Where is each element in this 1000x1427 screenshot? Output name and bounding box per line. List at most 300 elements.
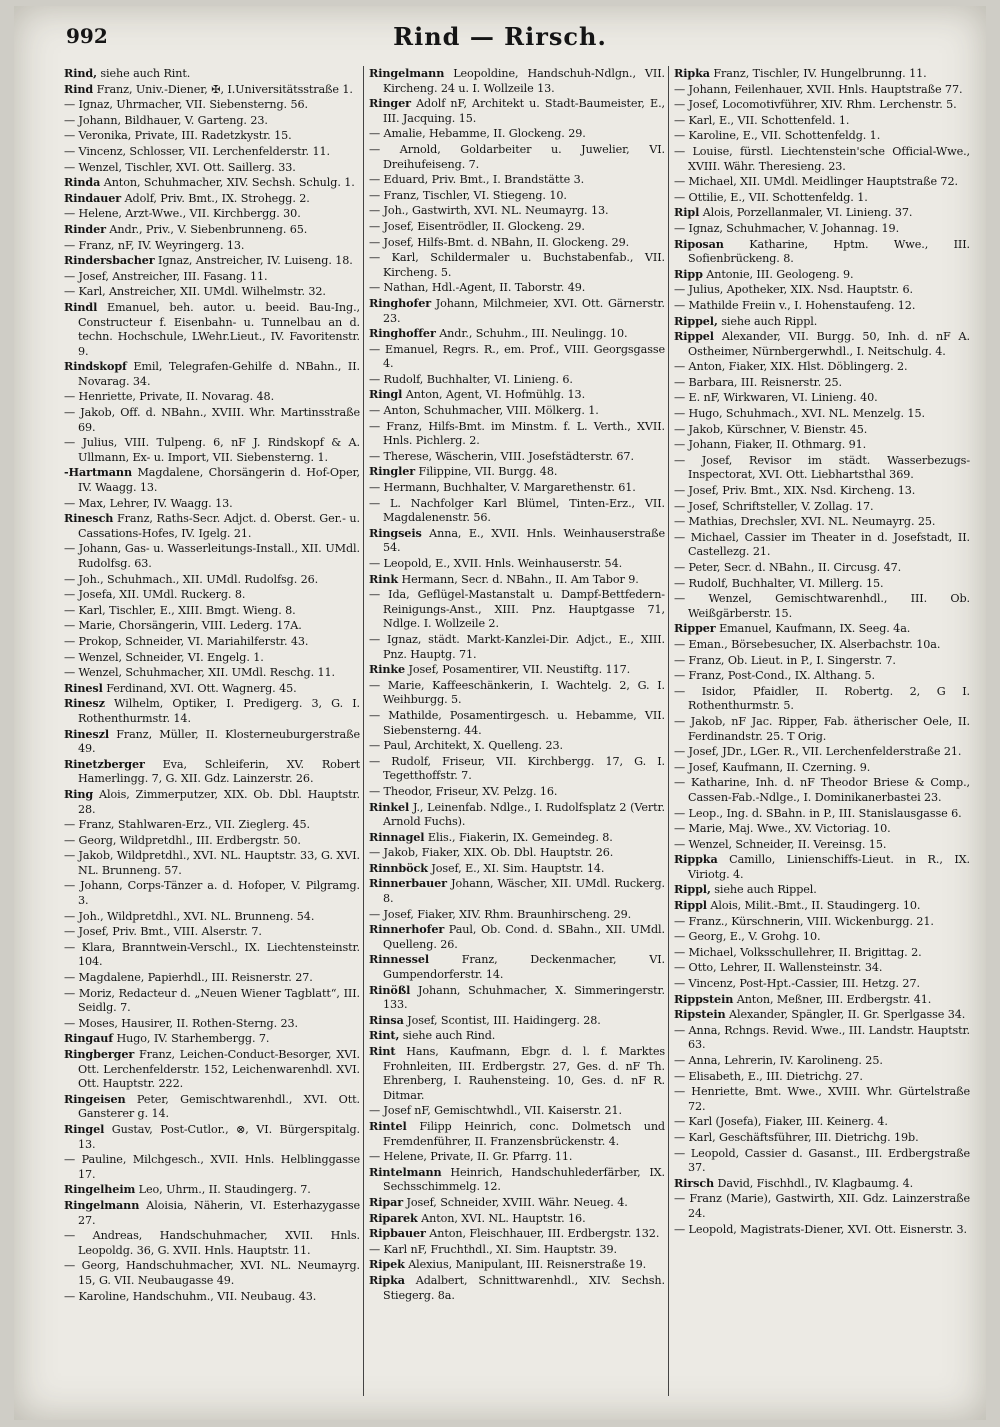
directory-entry — [64, 1152, 360, 1182]
directory-entry — [674, 882, 970, 898]
directory-entry — [674, 806, 970, 822]
entry-headword: Rinößl — [369, 982, 411, 997]
entry-text: — Josef nF, Gemischtwhdl., VII. Kaiserstr. 21. — [369, 1104, 623, 1118]
directory-entry — [369, 587, 665, 632]
entry-text: Camillo, Linienschiffs-Lieut. in R., IX. Viriotg. 4. — [688, 853, 970, 881]
directory-entry — [64, 113, 360, 129]
entry-text: Magdalene, Chorsängerin d. Hof-Oper, IV. Waagg. 13. — [78, 466, 360, 495]
entry-text: — Peter, Secr. d. NBahn., II. Circusg. 47. — [674, 561, 902, 574]
entry-text: — Georg, E., V. Grohg. 10. — [674, 930, 821, 944]
directory-entry — [369, 1242, 665, 1258]
entry-text: — Helene, Arzt-Wwe., VII. Kirchbergg. 30. — [64, 207, 301, 221]
entry-headword: -Hartmann — [64, 465, 132, 480]
directory-entry — [369, 449, 665, 465]
entry-headword: Ringelheim — [64, 1182, 136, 1197]
entry-text: Adalbert, Schnittwarenhdl., XIV. Sechsh. Stiegerg. 8a. — [383, 1273, 665, 1302]
directory-entry — [674, 1191, 970, 1221]
entry-headword: Rinnböck — [369, 860, 428, 875]
entry-text: — Prokop, Schneider, VI. Mariahilferstr. 43. — [64, 634, 309, 648]
directory-entry — [64, 1031, 360, 1047]
entry-text: — Franz (Marie), Gastwirth, XII. Gdz. Lainzerstraße 24. — [674, 1192, 970, 1220]
directory-entry — [674, 267, 970, 283]
entry-text: — Leopold, Cassier d. Gasanst., III. Erdbergstraße 37. — [674, 1146, 970, 1175]
entry-text: Antonie, III. Geologeng. 9. — [702, 267, 854, 281]
entry-text: — Josef, JDr., LGer. R., VII. Lerchenfelderstraße 21. — [674, 745, 962, 759]
entry-text: Josef, Schneider, XVIII. Währ. Neueg. 4. — [403, 1195, 628, 1209]
column-3 — [674, 66, 970, 1237]
directory-entry — [674, 576, 970, 592]
entry-text: Alois, Milit.-Bmt., II. Staudingerg. 10. — [706, 899, 921, 913]
directory-entry — [674, 992, 970, 1008]
directory-entry — [369, 556, 665, 572]
entry-text: — Josef, Eisentrödler, II. Glockeng. 29. — [369, 219, 585, 233]
entry-headword: Ripbauer — [369, 1226, 426, 1241]
directory-entry — [674, 97, 970, 113]
directory-entry — [674, 1130, 970, 1146]
entry-text: — Leopold, Magistrats-Diener, XVI. Ott. Eisnerstr. 3. — [674, 1222, 967, 1236]
entry-headword: Rink — [369, 571, 399, 586]
directory-entry — [674, 514, 970, 530]
directory-entry — [369, 419, 665, 449]
entry-text: — Ignaz, Schuhmacher, V. Johannag. 19. — [674, 221, 900, 235]
entry-text: Anton, Schuhmacher, XIV. Sechsh. Schulg. 1. — [100, 176, 355, 190]
entry-text: Andr., Priv., V. Siebenbrunneng. 65. — [105, 222, 308, 236]
directory-entry — [64, 650, 360, 666]
entry-text: — Anna, Lehrerin, IV. Karolineng. 25. — [674, 1054, 883, 1067]
directory-entry — [64, 222, 360, 238]
entry-headword: Ripka — [674, 66, 710, 80]
entry-headword: Rinder — [64, 221, 106, 236]
entry-text: — Andreas, Handschuhmacher, XVII. Hnls. Leopoldg. 36, G. XVII. Hnls. Hauptstr. 11. — [64, 1229, 360, 1257]
entry-headword: Rirsch — [674, 1175, 715, 1190]
directory-entry — [64, 1182, 360, 1198]
directory-entry — [64, 128, 360, 144]
entry-text: — Julius, VIII. Tulpeng. 6, nF J. Rindskopf & A. Ullmann, Ex- u. Import, VII. Siebensterng. 1. — [64, 436, 360, 464]
directory-entry — [64, 1016, 360, 1032]
entry-headword: Ringelmann — [64, 1197, 140, 1212]
entry-text: Franz, Müller, II. Klosterneuburgerstraße 49. — [78, 727, 360, 756]
entry-text: — Henriette, Private, II. Novarag. 48. — [64, 390, 275, 404]
entry-text: — Johann, Bildhauer, V. Garteng. 23. — [64, 113, 268, 127]
directory-entry — [369, 172, 665, 188]
entry-headword: Rippka — [674, 852, 718, 867]
entry-text: — Franz, Hilfs-Bmt. im Minstm. f. L. Verth., XVII. Hnls. Pichlerg. 2. — [369, 419, 665, 448]
directory-entry — [674, 945, 970, 961]
entry-text: — Josef, Fiaker, XIV. Rhm. Braunhirscheng. 29. — [369, 907, 632, 921]
entry-text: — Karl, E., VII. Schottenfeld. 1. — [674, 113, 850, 127]
entry-headword: Rippstein — [674, 991, 734, 1006]
entry-text: — Hermann, Buchhalter, V. Margarethenstr. 61. — [369, 481, 636, 495]
entry-text: Franz, Tischler, IV. Hungelbrunng. 11. — [709, 67, 927, 80]
directory-entry — [369, 250, 665, 280]
entry-headword: Ripper — [674, 621, 716, 636]
entry-text: — Anna, Rchngs. Revid. Wwe., III. Landstr. Hauptstr. 63. — [674, 1023, 971, 1052]
directory-entry — [369, 188, 665, 204]
directory-entry — [369, 280, 665, 296]
directory-entry — [674, 591, 970, 621]
entry-text: — Eduard, Priv. Bmt., I. Brandstätte 3. — [369, 173, 585, 187]
entry-text: — Karl, Tischler, E., XIII. Bmgt. Wieng. 8. — [64, 603, 296, 617]
entry-text: siehe auch Rint. — [96, 67, 191, 80]
entry-text: — Jakob, Fiaker, XIX. Ob. Dbl. Hauptstr. 26. — [369, 846, 614, 860]
directory-entry — [369, 754, 665, 784]
entry-text: — Franz., Kürschnerin, VIII. Wickenburgg. 21. — [674, 914, 934, 928]
entry-headword: Ringelmann — [369, 66, 445, 80]
directory-entry — [369, 235, 665, 251]
directory-entry — [674, 437, 970, 453]
directory-entry — [369, 526, 665, 556]
entry-headword: Rineszl — [64, 726, 110, 741]
directory-entry — [64, 82, 360, 98]
entry-headword: Rind — [64, 81, 94, 96]
entry-text: — Karoline, Handschuhm., VII. Neubaug. 43. — [64, 1289, 317, 1303]
entry-headword: Ripar — [369, 1194, 404, 1209]
entry-text: — Joh., Gastwirth, XVI. NL. Neumayrg. 13. — [369, 204, 609, 218]
entry-headword: Rinnessel — [369, 952, 429, 967]
directory-entry — [674, 237, 970, 267]
directory-entry — [369, 1103, 665, 1119]
entry-text: — Michael, XII. UMdl. Meidlinger Hauptstraße 72. — [674, 175, 958, 189]
directory-entry — [369, 496, 665, 526]
directory-entry — [369, 203, 665, 219]
directory-entry — [674, 1176, 970, 1192]
entry-text: — Arnold, Goldarbeiter u. Juwelier, VI. Dreihufeiseng. 7. — [369, 142, 665, 171]
directory-entry — [64, 269, 360, 285]
directory-entry — [674, 390, 970, 406]
entry-text: — Josef, Schriftsteller, V. Zollag. 17. — [674, 499, 874, 513]
directory-entry — [64, 465, 360, 495]
entry-text: — Leop., Ing. d. SBahn. in P., III. Stanislausgasse 6. — [674, 806, 962, 820]
directory-entry — [674, 898, 970, 914]
directory-entry — [369, 403, 665, 419]
entry-headword: Ringel — [64, 1121, 105, 1136]
directory-entry — [64, 496, 360, 512]
directory-entry — [64, 66, 360, 82]
entry-headword: Ripka — [369, 1272, 405, 1287]
directory-entry — [674, 499, 970, 515]
entry-text: — Elisabeth, E., III. Dietrichg. 27. — [674, 1069, 863, 1083]
entry-text: Emanuel, beh. autor. u. beeid. Bau-Ing., Constructeur f. Eisenbahn- u. Tunnelbau an d. techn. Hochschule, LWehr.Lieut., IV. Favoritenstr. 9. — [78, 300, 360, 358]
entry-text: — Jakob, Off. d. NBahn., XVIII. Whr. Martinsstraße 69. — [64, 406, 360, 434]
directory-entry — [674, 914, 970, 930]
directory-entry — [369, 1195, 665, 1211]
entry-text: Alexander, Spängler, II. Gr. Sperlgasse 34. — [725, 1008, 966, 1022]
entry-text: — Jakob, Kürschner, V. Bienstr. 45. — [674, 422, 868, 436]
directory-entry — [674, 1146, 970, 1176]
directory-entry — [64, 238, 360, 254]
entry-headword: Riposan — [674, 236, 724, 251]
directory-entry — [369, 830, 665, 846]
entry-headword: Ripek — [369, 1257, 405, 1272]
directory-entry — [674, 744, 970, 760]
entry-text: — Franz, Stahlwaren-Erz., VII. Zieglerg. 45. — [64, 818, 311, 832]
entry-text: Emil, Telegrafen-Gehilfe d. NBahn., II. Novarag. 34. — [78, 360, 360, 388]
directory-entry — [674, 144, 970, 174]
directory-entry — [674, 1007, 970, 1023]
entry-text: Alexander, VII. Burgg. 50, Inh. d. nF A. Ostheimer, Nürnbergerwhdl., I. Neitschulg. 4. — [688, 330, 970, 358]
column-divider — [668, 66, 669, 1396]
entry-text: Anna, E., XVII. Hnls. Weinhauserstraße 54. — [383, 526, 665, 555]
directory-entry — [674, 359, 970, 375]
directory-entry — [64, 833, 360, 849]
entry-headword: Ringeisen — [64, 1091, 126, 1106]
entry-text: Gustav, Post-Cutlor., ⊗, VI. Bürgerspitalg. 13. — [78, 1122, 360, 1151]
directory-entry — [64, 787, 360, 817]
entry-text: — Moses, Hausirer, II. Rothen-Sterng. 23. — [64, 1016, 299, 1030]
entry-text: Anton, Agent, VI. Hofmühlg. 13. — [402, 388, 586, 402]
entry-text: — Helene, Private, II. Gr. Pfarrg. 11. — [369, 1150, 573, 1164]
entry-text: — E. nF, Wirkwaren, VI. Linieng. 40. — [674, 391, 878, 405]
directory-entry — [369, 861, 665, 877]
entry-text: — Henriette, Bmt. Wwe., XVIII. Whr. Gürtelstraße 72. — [674, 1085, 970, 1113]
directory-entry — [369, 1226, 665, 1242]
directory-entry — [64, 1198, 360, 1228]
entry-text: — Klara, Branntwein-Verschl., IX. Liechtensteinstr. 104. — [64, 940, 360, 969]
directory-entry — [674, 960, 970, 976]
entry-text: — Paul, Architekt, X. Quelleng. 23. — [369, 739, 563, 753]
entry-text: — Josef, Locomotivführer, XIV. Rhm. Lerchenstr. 5. — [674, 98, 957, 112]
entry-text: — Wenzel, Schneider, VI. Engelg. 1. — [64, 650, 264, 664]
entry-text: Josef, E., XI. Sim. Hauptstr. 14. — [427, 861, 605, 875]
directory-entry — [369, 572, 665, 588]
entry-text: — Michael, Volksschullehrer, II. Brigittag. 2. — [674, 945, 922, 959]
entry-text: Leopoldine, Handschuh-Ndlgn., VII. Kircheng. 24 u. I. Wollzeile 13. — [383, 67, 665, 95]
entry-headword: Ringauf — [64, 1031, 113, 1046]
directory-entry — [674, 190, 970, 206]
directory-entry — [369, 219, 665, 235]
directory-entry — [64, 909, 360, 925]
entry-text: Aloisia, Näherin, VI. Esterhazygasse 27. — [78, 1198, 360, 1227]
entry-text: Alexius, Manipulant, III. Reisnerstraße 19. — [404, 1258, 647, 1272]
directory-entry — [64, 175, 360, 191]
entry-text: Franz, Deckenmacher, VI. Gumpendorferstr. 14. — [383, 953, 665, 982]
directory-entry — [64, 572, 360, 588]
directory-entry — [369, 126, 665, 142]
entry-headword: Rindauer — [64, 190, 122, 205]
entry-text: — Josef, Kaufmann, II. Czerning. 9. — [674, 760, 871, 774]
entry-text: — Karl, Geschäftsführer, III. Dietrichg. 19b. — [674, 1130, 919, 1144]
directory-entry — [64, 924, 360, 940]
directory-entry — [674, 298, 970, 314]
entry-text: — Vincenz, Schlosser, VII. Lerchenfelderstr. 11. — [64, 144, 330, 158]
directory-entry — [369, 326, 665, 342]
entry-text: — Georg, Handschuhmacher, XVI. NL. Neumayrg. 15, G. VII. Neubaugasse 49. — [64, 1259, 360, 1287]
directory-entry — [64, 665, 360, 681]
entry-text: — Rudolf, Buchhalter, VI. Millerg. 15. — [674, 576, 884, 590]
entry-text: Heinrich, Handschuhlederfärber, IX. Sechsschimmelg. 12. — [383, 1165, 665, 1194]
page-header — [14, 24, 986, 54]
entry-text: Johann, Milchmeier, XVI. Ott. Gärnerstr. 23. — [383, 296, 665, 325]
entry-text: Franz, Leichen-Conduct-Besorger, XVI. Ott. Lerchenfelderstr. 152, Leichenwarenhdl. XVI. Ott. Hauptstr. 222. — [78, 1048, 360, 1091]
directory-entry — [674, 530, 970, 560]
entry-text: — Ignaz, städt. Markt-Kanzlei-Dir. Adjct., E., XIII. Pnz. Hauptg. 71. — [369, 632, 665, 661]
directory-entry — [64, 618, 360, 634]
entry-headword: Rinda — [64, 175, 101, 190]
entry-text: — Julius, Apotheker, XIX. Nsd. Hauptstr. 6. — [674, 283, 913, 297]
entry-text: — Karl, Anstreicher, XII. UMdl. Wilhelmstr. 32. — [64, 285, 326, 299]
entry-headword: Rinesch — [64, 511, 114, 526]
entry-text: — Josef, Priv. Bmt., VIII. Alserstr. 7. — [64, 925, 262, 939]
entry-text: — Mathilde, Posamentirgesch. u. Hebamme, VII. Siebensterng. 44. — [369, 708, 665, 737]
entry-text: — Franz, Post-Cond., IX. Althang. 5. — [674, 669, 875, 683]
directory-entry — [674, 637, 970, 653]
entry-text: — Joh., Schuhmach., XII. UMdl. Rudolfsg. 26. — [64, 572, 319, 586]
entry-headword: Rindersbacher — [64, 253, 155, 268]
directory-entry — [64, 359, 360, 389]
entry-text: Johann, Wäscher, XII. UMdl. Ruckerg. 8. — [383, 877, 665, 906]
entry-text: Peter, Gemischtwarenhdl., XVI. Ott. Gansterer g. 14. — [78, 1092, 360, 1121]
entry-text: — Josef, Anstreicher, III. Fasang. 11. — [64, 269, 268, 283]
column-2 — [369, 66, 665, 1303]
directory-entry — [64, 541, 360, 571]
page-number: 992 — [66, 24, 108, 48]
entry-headword: Ringl — [369, 387, 403, 402]
directory-entry — [674, 1222, 970, 1238]
entry-text: — Karl (Josefa), Fiaker, III. Keinerg. 4. — [674, 1115, 888, 1129]
entry-headword: Ripl — [674, 205, 700, 220]
entry-text: — Otto, Lehrer, II. Wallensteinstr. 34. — [674, 961, 883, 975]
entry-text: — Vincenz, Post-Hpt.-Cassier, III. Hetzg. 27. — [674, 977, 920, 991]
directory-entry — [369, 1028, 665, 1044]
directory-entry — [674, 653, 970, 669]
entry-text: — Karl, Schildermaler u. Buchstabenfab., VII. Kircheng. 5. — [369, 251, 665, 279]
entry-text: siehe auch Rippl. — [717, 314, 818, 328]
entry-headword: Rind, — [64, 66, 97, 80]
entry-text: — Marie, Chorsängerin, VIII. Lederg. 17A. — [64, 619, 302, 633]
directory-entry — [369, 784, 665, 800]
entry-text: — Katharine, Inh. d. nF Theodor Briese & Comp., Cassen-Fab.-Ndlge., I. Dominikanerbastei 23. — [674, 776, 970, 804]
entry-headword: Rippel — [674, 329, 714, 344]
entry-text: Paul, Ob. Cond. d. SBahn., XII. UMdl. Quelleng. 26. — [383, 923, 665, 951]
entry-headword: Rinesz — [64, 696, 105, 711]
directory-entry — [674, 621, 970, 637]
entry-text: — Nathan, Hdl.-Agent, II. Taborstr. 49. — [369, 281, 586, 295]
directory-entry — [674, 929, 970, 945]
directory-entry — [64, 986, 360, 1016]
entry-text: Leo, Uhrm., II. Staudingerg. 7. — [135, 1183, 311, 1197]
entry-text: — Jakob, nF Jac. Ripper, Fab. ätherischer Oele, II. Ferdinandstr. 25. T Orig. — [674, 714, 970, 743]
entry-headword: Rinsa — [369, 1012, 404, 1027]
directory-entry — [64, 587, 360, 603]
directory-entry — [64, 1047, 360, 1092]
entry-text: Katharine, Hptm. Wwe., III. Sofienbrückeng. 8. — [688, 237, 970, 266]
entry-text: — Wenzel, Schuhmacher, XII. UMdl. Reschg. 11. — [64, 666, 335, 680]
entry-text: siehe auch Rippel. — [710, 883, 817, 897]
directory-entry — [369, 800, 665, 830]
entry-text: — Louise, fürstl. Liechtenstein'sche Official-Wwe., XVIII. Währ. Theresieng. 23. — [674, 144, 970, 173]
directory-entry — [369, 678, 665, 708]
entry-text: — Karl nF, Fruchthdl., XI. Sim. Hauptstr. 39. — [369, 1242, 617, 1256]
directory-entry — [674, 684, 970, 714]
directory-entry — [64, 757, 360, 787]
entry-text: — Michael, Cassier im Theater in d. Josefstadt, II. Castellezg. 21. — [674, 530, 970, 559]
directory-entry — [369, 142, 665, 172]
entry-text: — Josef, Hilfs-Bmt. d. NBahn, II. Glockeng. 29. — [369, 235, 630, 249]
directory-entry — [64, 511, 360, 541]
directory-entry — [674, 221, 970, 237]
entry-text: — Josefa, XII. UMdl. Ruckerg. 8. — [64, 588, 246, 602]
entry-headword: Rinnagel — [369, 829, 425, 844]
directory-entry — [674, 82, 970, 98]
directory-entry — [674, 714, 970, 744]
entry-text: — Anton, Schuhmacher, VIII. Mölkerg. 1. — [369, 404, 599, 418]
directory-entry — [64, 435, 360, 465]
entry-text: Johann, Schuhmacher, X. Simmeringerstr. 133. — [383, 983, 665, 1012]
directory-entry — [64, 681, 360, 697]
entry-text: — Pauline, Milchgesch., XVII. Hnls. Helblinggasse 17. — [64, 1153, 360, 1181]
directory-entry — [674, 128, 970, 144]
entry-text: — Josef, Revisor im städt. Wasserbezugs-Inspectorat, XVI. Ott. Liebhartsthal 369. — [674, 453, 970, 482]
directory-entry — [674, 282, 970, 298]
entry-text: — Amalie, Hebamme, II. Glockeng. 29. — [369, 127, 586, 141]
directory-entry — [369, 1149, 665, 1165]
directory-entry — [369, 1013, 665, 1029]
entry-headword: Ringberger — [64, 1047, 135, 1061]
entry-text: Josef, Posamentirer, VII. Neustiftg. 117. — [405, 663, 631, 677]
entry-text: — Karoline, E., VII. Schottenfeldg. 1. — [674, 129, 881, 143]
entry-headword: Rindl — [64, 299, 98, 314]
directory-entry — [369, 632, 665, 662]
entry-text: — Johann, Feilenhauer, XVII. Hnls. Hauptstraße 77. — [674, 82, 963, 96]
entry-text: — Joh., Wildpretdhl., XVI. NL. Brunneng. 54. — [64, 909, 315, 923]
entry-text: — L. Nachfolger Karl Blümel, Tinten-Erz., VII. Magdalenenstr. 56. — [369, 496, 665, 525]
directory-entry — [64, 405, 360, 435]
directory-entry — [64, 144, 360, 160]
directory-entry — [674, 1023, 970, 1053]
entry-headword: Rindskopf — [64, 359, 127, 374]
entry-text: — Therese, Wäscherin, VIII. Josefstädterstr. 67. — [369, 449, 634, 463]
entry-text: — Franz, Ob. Lieut. in P., I. Singerstr. 7. — [674, 653, 896, 667]
directory-entry — [369, 876, 665, 906]
entry-headword: Ripstein — [674, 1007, 726, 1022]
directory-entry — [64, 191, 360, 207]
entry-headword: Rint, — [369, 1028, 400, 1043]
entry-text: — Wenzel, Tischler, XVI. Ott. Saillerg. 33. — [64, 160, 296, 174]
directory-entry — [674, 1053, 970, 1069]
directory-entry — [674, 976, 970, 992]
entry-text: — Franz, nF, IV. Weyringerg. 13. — [64, 238, 245, 252]
directory-entry — [64, 206, 360, 222]
entry-text: — Georg, Wildpretdhl., III. Erdbergstr. 50. — [64, 833, 301, 847]
entry-headword: Ringhofer — [369, 295, 432, 310]
entry-text: Alois, Porzellanmaler, VI. Linieng. 37. — [699, 206, 913, 220]
directory-entry — [64, 389, 360, 405]
directory-entry — [369, 342, 665, 372]
entry-text: — Eman., Börsebesucher, IX. Alserbachstr. 10a. — [674, 637, 941, 651]
entry-text: — Josef, Priv. Bmt., XIX. Nsd. Kircheng. 13. — [674, 484, 916, 498]
entry-headword: Rintelmann — [369, 1164, 442, 1179]
entry-text: Andr., Schuhm., III. Neulingg. 10. — [435, 327, 628, 341]
directory-entry — [369, 372, 665, 388]
entry-text: Wilhelm, Optiker, I. Predigerg. 3, G. I. Rothenthurmstr. 14. — [78, 697, 360, 725]
entry-text: — Hugo, Schuhmach., XVI. NL. Menzelg. 15. — [674, 407, 925, 421]
directory-entry — [674, 329, 970, 359]
entry-text: — Johann, Fiaker, II. Othmarg. 91. — [674, 438, 867, 452]
entry-text: Elis., Fiakerin, IX. Gemeindeg. 8. — [424, 830, 613, 844]
directory-entry — [674, 852, 970, 882]
entry-headword: Ring — [64, 786, 94, 801]
directory-entry — [64, 970, 360, 986]
entry-headword: Rinnerhofer — [369, 922, 445, 937]
directory-entry — [64, 940, 360, 970]
entry-text: — Emanuel, Regrs. R., em. Prof., VIII. Georgsgasse 4. — [369, 342, 665, 371]
entry-headword: Ringer — [369, 96, 411, 111]
entry-text: — Theodor, Friseur, XV. Pelzg. 16. — [369, 784, 558, 798]
directory-entry — [369, 662, 665, 678]
entry-text: Ferdinand, XVI. Ott. Wagnerg. 45. — [102, 681, 297, 695]
entry-headword: Rinnerbauer — [369, 876, 447, 891]
directory-entry — [674, 453, 970, 483]
